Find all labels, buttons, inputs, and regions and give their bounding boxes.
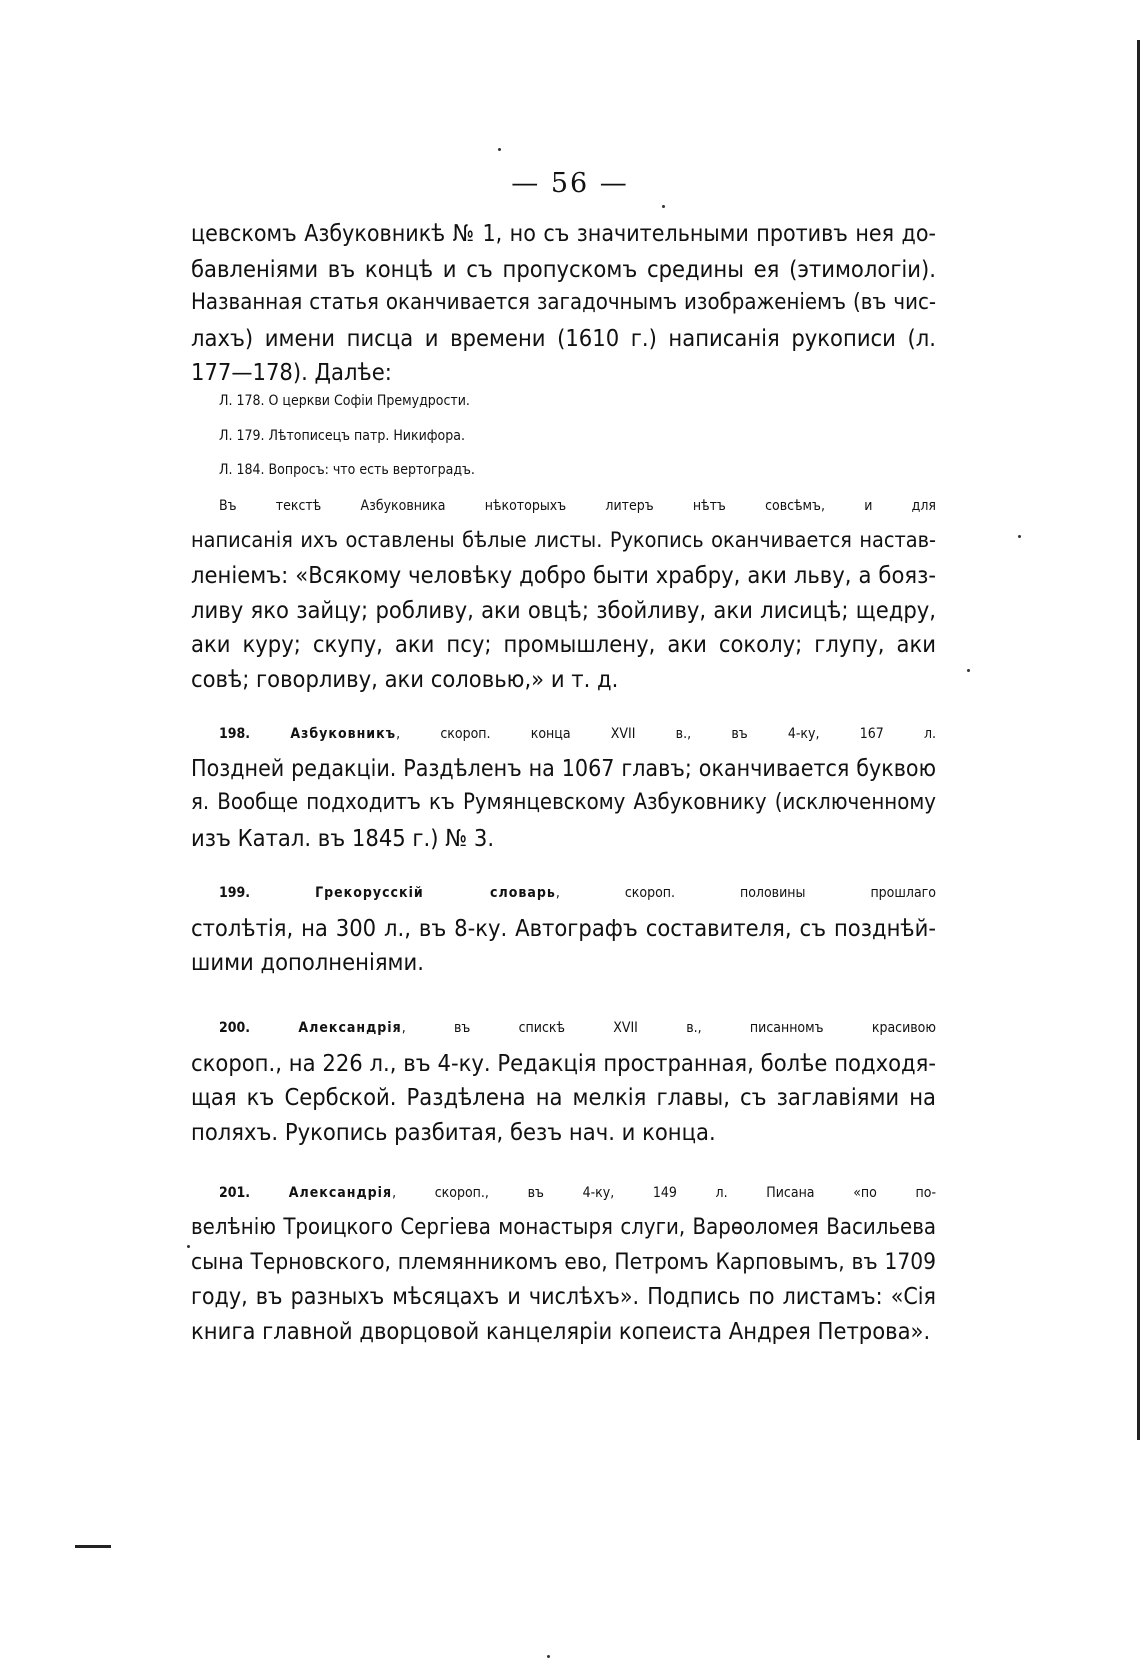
scan-speck	[967, 669, 970, 672]
entry-number: 201.	[219, 1185, 251, 1201]
text-line: книга главной дворцовой канцеляріи копеиста Андрея Петрова».	[191, 1317, 931, 1345]
scan-speck	[662, 205, 665, 208]
text-line: шими дополненіями.	[191, 948, 424, 976]
scan-speck	[547, 1655, 550, 1658]
entry-number: 200.	[219, 1020, 251, 1036]
entry-first-line: , скороп. конца XVII в., въ 4-ку, 167 л.	[396, 726, 937, 742]
entry-number: 198.	[219, 726, 251, 742]
entry-title: Азбуковникъ	[290, 726, 397, 742]
text-line: лахъ) имени писца и времени (1610 г.) написанія рукописи (л.	[191, 323, 936, 352]
folio-item: Л. 184. Вопросъ: что есть вертоградъ.	[219, 462, 475, 478]
entry-title: Грекорусскій словарь	[315, 885, 556, 901]
folio-list	[191, 384, 936, 488]
scan-mark	[75, 1545, 111, 1548]
text-line: бавленіями въ концѣ и съ пропускомъ средины ея (этимологіи).	[191, 254, 936, 283]
folio-item: Л. 179. Лѣтописецъ патр. Никифора.	[219, 427, 465, 444]
text-line: 177—178). Далѣе:	[191, 358, 392, 386]
entry-heading-line	[191, 1011, 936, 1046]
catalog-entry-199	[191, 876, 936, 980]
entry-title: Александрія	[288, 1185, 393, 1201]
text-line: году, въ разныхъ мѣсяцахъ и числѣхъ». Подпись по листамъ: «Сія	[191, 1283, 936, 1310]
scan-speck	[498, 148, 501, 151]
entry-heading-line	[191, 717, 936, 752]
text-line: ливу яко зайцу; робливу, аки овцѣ; збойливу, аки лисицѣ; щедру,	[191, 595, 936, 624]
page-number: — 56 —	[511, 168, 629, 199]
text-line: я. Вообще подходитъ къ Румянцевскому Азбуковнику (исключенному	[191, 790, 936, 815]
scan-speck	[1018, 535, 1021, 538]
scan-speck	[187, 1245, 190, 1248]
text-line: велѣнію Троицкого Сергіева монастыря слуги, Варѳоломея Васильева	[191, 1214, 936, 1240]
entry-heading-line	[191, 1176, 936, 1211]
text-line: столѣтія, на 300 л., въ 8-ку. Автографъ составителя, съ позднѣй-	[191, 913, 936, 942]
catalog-entry-201	[191, 1176, 936, 1349]
text-line: Названная статья оканчивается загадочнымъ изображеніемъ (въ чис-	[191, 290, 936, 315]
catalog-entry-200	[191, 1011, 936, 1149]
entry-title: Александрія	[298, 1020, 402, 1036]
entry-first-line: , въ спискѣ XVII в., писанномъ красивою	[401, 1020, 936, 1036]
text-line: леніемъ: «Всякому человѣку добро быти храбру, аки льву, а бояз-	[191, 561, 936, 589]
text-line: совѣ; говорливу, аки соловью,» и т. д.	[191, 664, 619, 693]
text-line: цевскомъ Азбуковникѣ № 1, но съ значительными противъ нея до-	[191, 221, 936, 247]
description-paragraph	[191, 489, 936, 696]
intro-paragraph	[191, 217, 936, 390]
text-line: поляхъ. Рукопись разбитая, безъ нач. и конца.	[191, 1117, 716, 1146]
catalog-entry-198	[191, 717, 936, 855]
entry-number: 199.	[219, 885, 251, 901]
text-line: щая къ Сербской. Раздѣлена на мелкія главы, съ заглавіями на	[191, 1083, 936, 1111]
text-line: аки куру; скупу, аки псу; промышлену, аки соколу; глупу, аки	[191, 630, 936, 658]
text-line: изъ Катал. въ 1845 г.) № 3.	[191, 823, 495, 852]
entry-first-line: , скороп. половины прошлаго	[555, 885, 937, 901]
folio-item: Л. 178. О церкви Софіи Премудрости.	[219, 393, 470, 409]
text-line: Въ текстѣ Азбуковника нѣкоторыхъ литеръ нѣтъ совсѣмъ, и для	[219, 498, 936, 514]
text-line: сына Терновского, племянникомъ ево, Петромъ Карповымъ, въ 1709	[191, 1249, 936, 1275]
text-line: скороп., на 226 л., въ 4-ку. Редакція пространная, болѣе подходя-	[191, 1048, 936, 1077]
text-line: написанія ихъ оставлены бѣлые листы. Рукопись оканчивается настав-	[191, 527, 936, 553]
text-line: Поздней редакціи. Раздѣленъ на 1067 главъ; оканчивается буквою	[191, 755, 936, 782]
entry-heading-line	[191, 876, 936, 911]
entry-first-line: , скороп., въ 4-ку, 149 л. Писана «по по-	[392, 1185, 936, 1201]
